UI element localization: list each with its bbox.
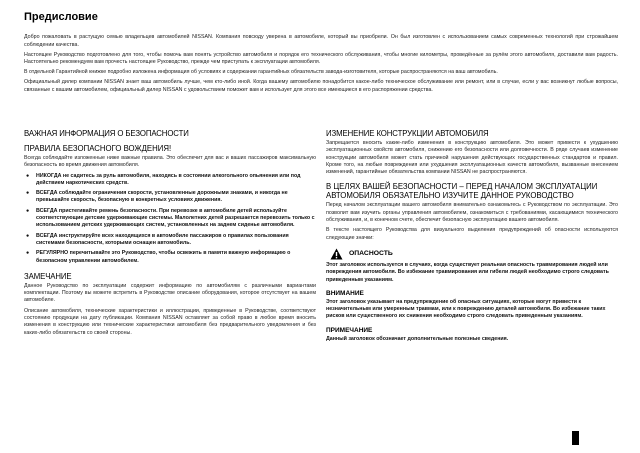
intro-paragraph: Официальный дилер компании NISSAN знает ваш автомобиль лучше, чем кто-либо иной. Когда вашему автомобилю понадобится какое-либо техническое обслуживание или ремонт, или в случае, если у вас возникнут любые вопросы, связанные с вашим автомобилем, официальный дилер NISSAN с удовольствием поможет вам и использует для этого все имеющиеся в его распоряжении средства. bbox=[24, 79, 618, 93]
bullet-text: НИКОГДА не садитесь за руль автомобиля, находясь в состоянии алкогольного опьянения или под действием наркотических средств. bbox=[36, 172, 301, 186]
note-heading: ЗАМЕЧАНИЕ bbox=[24, 271, 72, 281]
bullet-icon: ● bbox=[26, 250, 30, 257]
safety-bullet bbox=[24, 208, 316, 230]
bullet-icon: ● bbox=[26, 232, 30, 239]
bullet-icon: ● bbox=[26, 207, 30, 214]
danger-text: Этот заголовок используется в случаях, когда существует реальная опасность травмирования людей или повреждения автомобиля. Во избежание травмирования или гибели людей необходимо строго следовать приведенным указаниям. bbox=[326, 261, 609, 283]
bullet-text: РЕГУЛЯРНО перечитывайте это Руководство, чтобы освежить в памяти важную информацию о безопасном управлении автомобилем. bbox=[36, 250, 291, 264]
safety-bullet bbox=[24, 190, 316, 205]
warning-label: ВНИМАНИЕ bbox=[326, 289, 364, 297]
note-label: ПРИМЕЧАНИЕ bbox=[326, 326, 373, 334]
safety-bullet bbox=[24, 250, 316, 265]
note-paragraph: Данное Руководство по эксплуатации содержит информацию по автомобилям с различными вариантами комплектации. Поэтому вы можете встретить в Руководстве описание оборудования, которое отсутствует на вашем автомобиле. bbox=[24, 282, 316, 304]
study-paragraph: Перед началом эксплуатации вашего автомобиля внимательно ознакомьтесь с Руководством по эксплуатации. Это позволит вам изучить органы управления автомобилем, ознакомиться с требованиями, касающимися технического обслуживания, и, в конечном счете, обеспечит безопасную эксплуатацию вашего автомобиля. bbox=[326, 202, 618, 224]
bullet-text: ВСЕГДА инструктируйте всех находящихся в автомобиле пассажиров о правилах пользования системами безопасности, которыми оснащен автомобиль. bbox=[36, 232, 289, 246]
left-column bbox=[24, 129, 316, 337]
bullet-text: ВСЕГДА пристегивайте ремень безопасности. При перевозке в автомобиле детей используйте соответствующие детские удерживающие системы. Малолетних детей разрешается перевозить только с использованием детских удерживающих систем, установленных на заднем сиденье автомобиля. bbox=[36, 207, 315, 229]
safety-heading: ВАЖНАЯ ИНФОРМАЦИЯ О БЕЗОПАСНОСТИ bbox=[24, 129, 189, 138]
page-edge-marker bbox=[572, 431, 579, 445]
note-paragraph: Описание автомобиля, технические характеристики и иллюстрации, приведенные в Руководстве, соответствуют состоянию продукции на дату публикации. Компания NISSAN оставляет за собой право в любое время вносить изменения в конструкцию или технические характеристики автомобиля без предварительного уведомления и без каких-либо обязательств со своей стороны. bbox=[24, 307, 316, 336]
danger-label: ОПАСНОСТЬ bbox=[349, 250, 393, 258]
rules-intro: Всегда соблюдайте изложенные ниже важные правила. Это обеспечит для вас и ваших пассажиров максимальную безопасность во время движения автомобиля. bbox=[24, 155, 316, 169]
intro-paragraph: В отдельной Гарантийной книжке подробно изложена информация об условиях и содержании гарантийных обязательств завода-изготовителя, которые распространяются на ваш автомобиль. bbox=[24, 69, 498, 76]
modification-text: Запрещается вносить какие-либо изменения в конструкцию автомобиля. Это может привести к ухудшению эксплуатационных свойств автомобиля, снижению его безопасности или долговечности. В ряде случаев изменение конструкции автомобиля может стать причиной нарушения действующих государственных стандартов и правил. Кроме того, на любые повреждения или ухудшения эксплуатационных качеств автомобиля, вызванные внесением изменений, гарантийные обязательства компании NISSAN не распространяются. bbox=[326, 140, 618, 176]
safety-bullet bbox=[24, 173, 316, 188]
right-column bbox=[326, 129, 618, 343]
intro-section bbox=[24, 34, 618, 97]
rules-heading: ПРАВИЛА БЕЗОПАСНОГО ВОЖДЕНИЯ! bbox=[24, 144, 172, 153]
page-title: Предисловие bbox=[24, 11, 98, 23]
warning-triangle-icon bbox=[330, 248, 343, 260]
intro-paragraph: Настоящее Руководство подготовлено для того, чтобы помочь вам понять устройство автомобиля и порядок его технического обслуживания, чтобы многие километры, проведённые за рулём этого автомобиля, доставили вам радость. Настоятельно рекомендуем вам прочесть настоящее Руководство, прежде чем приступать к эксплуатации автомобиля. bbox=[24, 51, 618, 66]
study-heading: В ЦЕЛЯХ ВАШЕЙ БЕЗОПАСНОСТИ – ПЕРЕД НАЧАЛОМ ЭКСПЛУАТАЦИИ АВТОМОБИЛЯ ОБЯЗАТЕЛЬНО ИЗУЧИТЕ ДАННОЕ РУКОВОДСТВО bbox=[326, 182, 598, 201]
modification-heading: ИЗМЕНЕНИЕ КОНСТРУКЦИИ АВТОМОБИЛЯ bbox=[326, 129, 489, 138]
safety-bullet bbox=[24, 233, 316, 248]
bullet-text: ВСЕГДА соблюдайте ограничения скорости, установленные дорожными знаками, и никогда не превышайте скорость, безопасную в конкретных условиях движения. bbox=[36, 190, 288, 204]
danger-header bbox=[326, 248, 618, 260]
warning-text: Этот заголовок указывает на предупреждение об опасных ситуациях, которые могут привести к незначительным или умеренным травмам, или к повреждению деталей автомобиля. Во избежание таких рисков или существенного их снижения необходимо строго следовать приведенным указаниям. bbox=[326, 298, 606, 320]
bullet-icon: ● bbox=[26, 172, 30, 179]
bullet-icon: ● bbox=[26, 190, 30, 197]
study-paragraph: В тексте настоящего Руководства для визуального выделения предупреждений об опасности используются следующие значки: bbox=[326, 227, 618, 241]
intro-paragraph: Добро пожаловать в растущую семью владельцев автомобилей NISSAN. Компания повсюду уверена в автомобиле, который вы приобрели. Он был изготовлен с использованием самых современных технологий при строжайшем соблюдении качества. bbox=[24, 34, 618, 48]
note-text: Данный заголовок обозначает дополнительные полезные сведения. bbox=[326, 335, 509, 342]
